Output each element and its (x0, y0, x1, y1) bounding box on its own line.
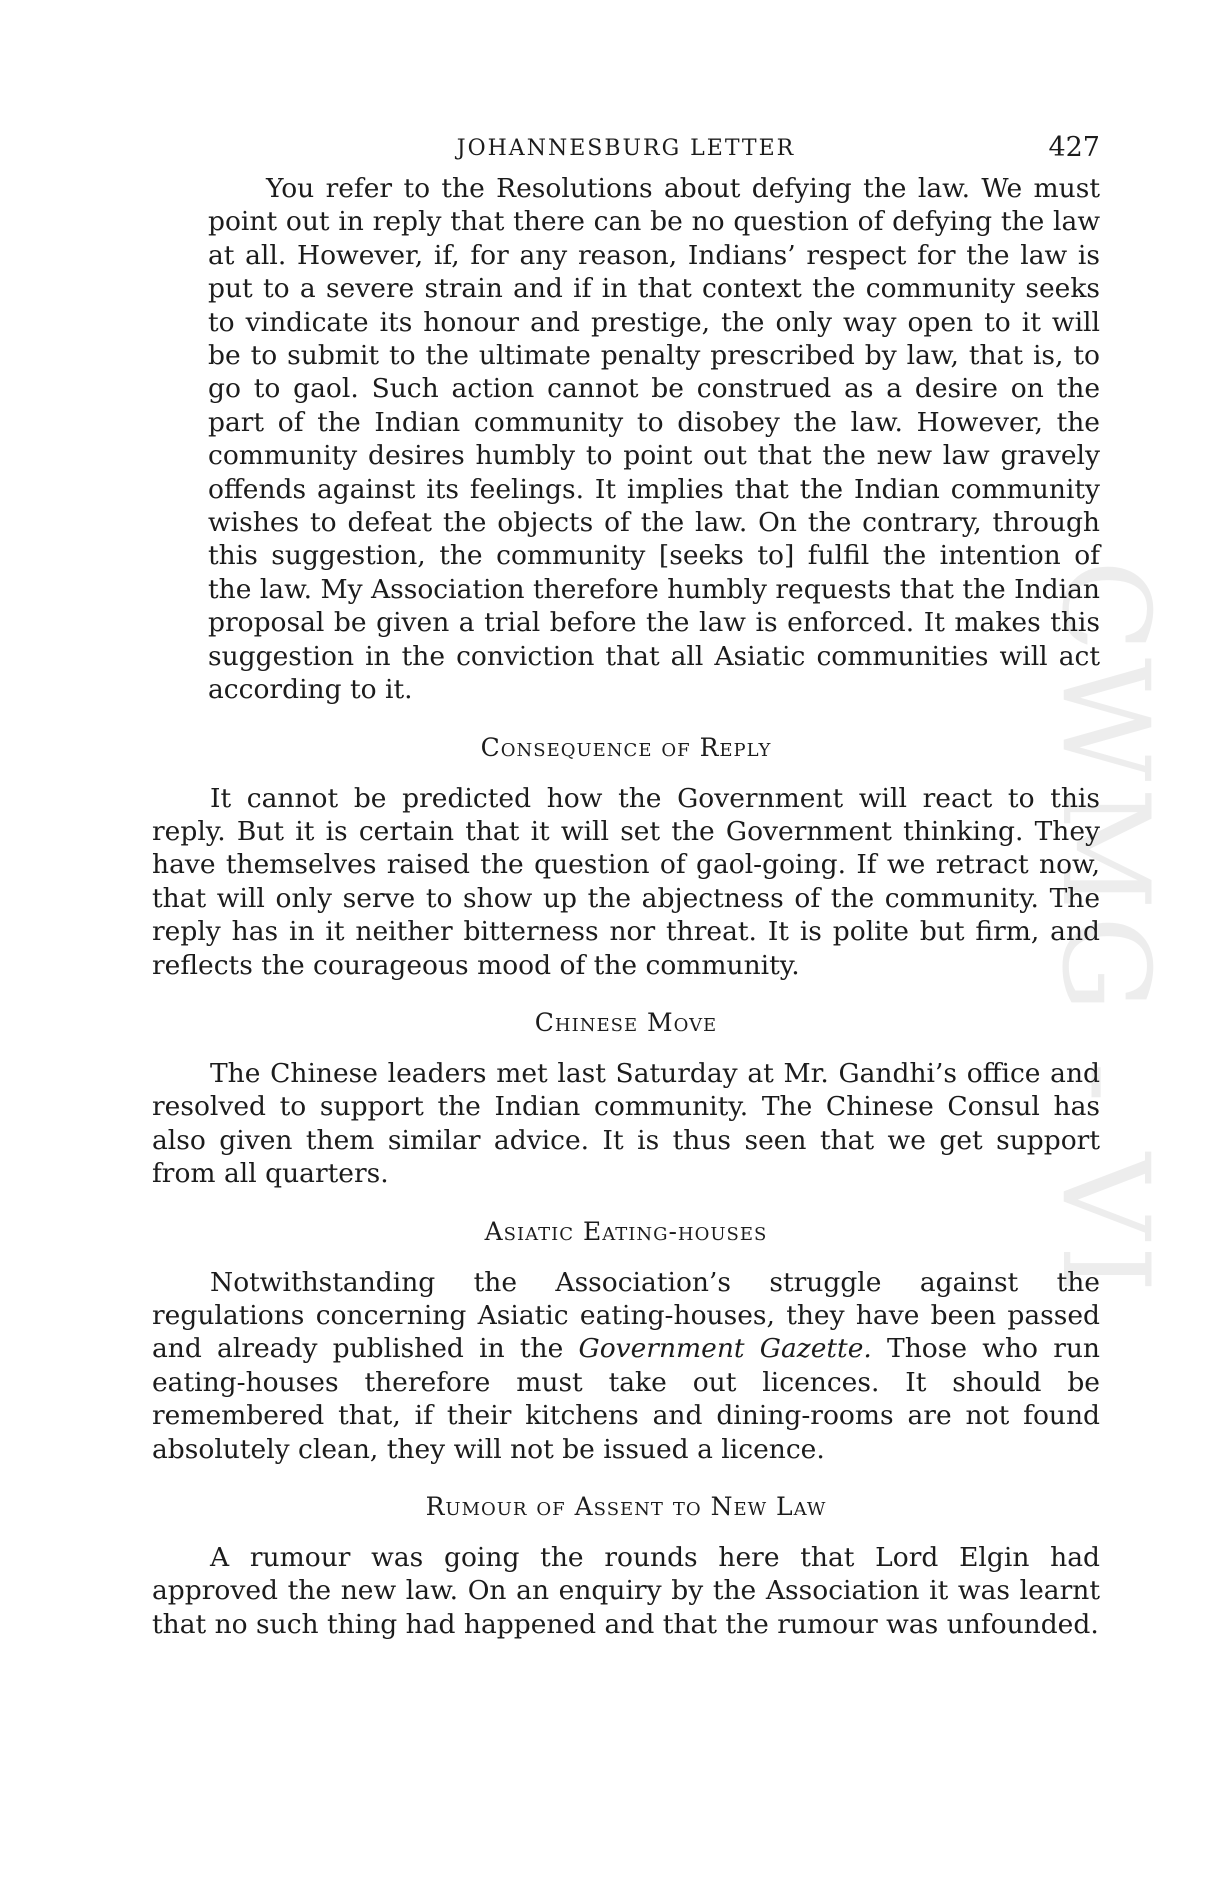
eating-houses-text-2: Those who run eating-houses therefore must take out licences. It should be remembered that, if their kitchens and dining-rooms are not found absolutely clean, they will not be issued a licence. (152, 1333, 1100, 1465)
watermark-text: CWMG - VI (1035, 560, 1174, 1299)
running-title: JOHANNESBURG LETTER (456, 136, 796, 161)
chinese-paragraph: The Chinese leaders met last Saturday at Mr. Gandhi’s office and resolved to support the Indian community. The Chinese Consul has also given them similar advice. It is thus seen that we get support from all quarters. (152, 1057, 1100, 1190)
intro-paragraph: You refer to the Resolutions about defying the law. We must point out in reply that there can be no question of defying the law at all. However, if, for any reason, Indians’ respect for the law is put to a severe strain and if in that context the community seeks to vindicate its honour and prestige, the only way open to it will be to submit to the ultimate penalty prescribed by law, that is, to go to gaol. Such action cannot be construed as a desire on the part of the Indian community to disobey the law. However, the community desires humbly to point out that the new law gravely offends against its feelings. It implies that the Indian community wishes to defeat the objects of the law. On the contrary, through this suggestion, the community [seeks to] fulfil the intention of the law. My Association therefore humbly requests that the Indian proposal be given a trial before the law is enforced. It makes this suggestion in the conviction that all Asiatic communities will act according to it. (208, 173, 1100, 706)
government-gazette-title: Government Gazette. (578, 1333, 872, 1365)
running-head (152, 128, 1100, 172)
page-number: 427 (1048, 132, 1100, 163)
heading-consequence-of-reply: Consequence of Reply (480, 732, 772, 762)
heading-asiatic-eating-houses: Asiatic Eating-houses (484, 1216, 768, 1246)
rumour-paragraph: A rumour was going the rounds here that Lord Elgin had approved the new law. On an enquiry by the Association it was learnt that no such thing had happened and that the rumour was unfounded. (152, 1542, 1100, 1640)
heading-chinese-move: Chinese Move (534, 1007, 718, 1037)
page (152, 128, 1100, 1641)
eating-houses-paragraph (152, 1266, 1100, 1466)
heading-rumour-of-assent: Rumour of Assent to New Law (425, 1492, 827, 1521)
consequence-paragraph: It cannot be predicted how the Government will react to this reply. But it is certain that it will set the Government thinking. They have themselves raised the question of gaol-going. If we retract now, that will only serve to show up the abjectness of the community. The reply has in it neither bitterness nor threat. It is polite but firm, and reflects the courageous mood of the community. (152, 782, 1100, 981)
eating-houses-text-1: Notwithstanding the Association’s struggle against the regulations concerning Asiatic eating-houses, they have been passed and already published in the (152, 1266, 1100, 1365)
